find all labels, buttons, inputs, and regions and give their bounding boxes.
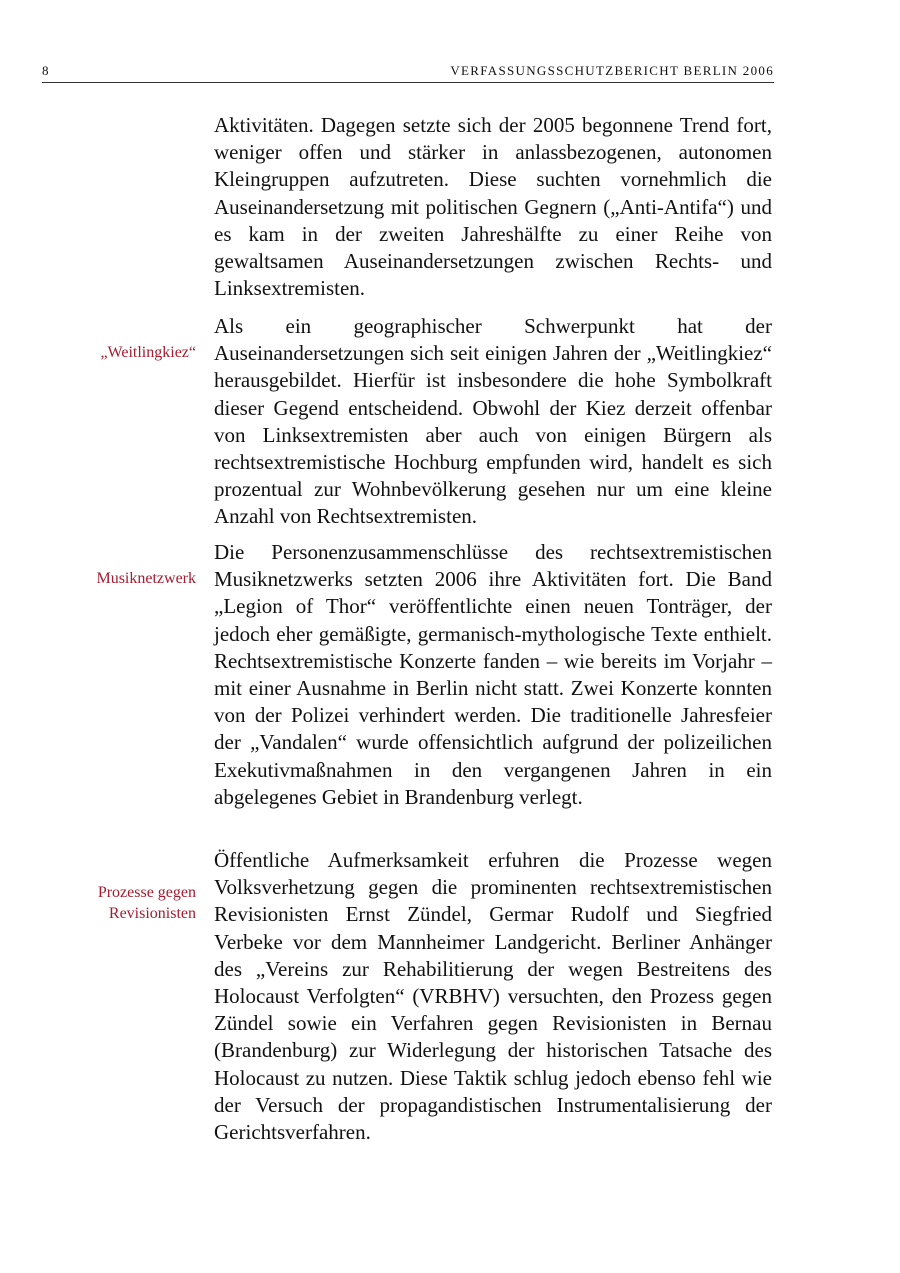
page-number: 8 bbox=[42, 63, 49, 78]
margin-note-musiknetzwerk: Musiknetzwerk bbox=[96, 570, 196, 587]
margin-note-prozesse: Prozesse gegen Revisionisten bbox=[97, 884, 196, 922]
paragraph-weitlingkiez: Als ein geographischer Schwerpunkt hat der Auseinandersetzungen sich seit einigen Jahren der „Weitlingkiez“ herausgebildet. Hierfür ist insbesondere die hohe Symbolkraft dieser Gegend entscheidend. Obwohl der Kiez derzeit offenbar von Linksextremisten aber auch von einigen Bürgern als rechtsextremistische Hochburg empfunden wird, handelt es sich prozentual zur Wohnbevölkerung gesehen nur um eine kleine Anzahl von Rechtsextremisten. bbox=[214, 314, 772, 529]
paragraph-aktivitaeten: Aktivitäten. Dagegen setzte sich der 2005 begonnene Trend fort, weniger offen und stärker in anlassbezogenen, autonomen Kleingruppen aufzutreten. Diese suchten vornehmlich die Auseinandersetzung mit politischen Gegnern („Anti-Antifa“) und es kam in der zweiten Jahreshälfte zu einer Reihe von gewaltsamen Auseinandersetzungen zwischen Rechts- und Linksextremisten. bbox=[214, 113, 772, 301]
paragraph-prozesse: Öffentliche Aufmerksamkeit erfuhren die Prozesse wegen Volksverhetzung gegen die prominenten rechtsextremistischen Revisionisten Ernst Zündel, Germar Rudolf und Siegfried Verbeke vor dem Mannheimer Landgericht. Berliner Anhänger des „Vereins zur Rehabilitierung der wegen Bestreitens des Holocaust Verfolgten“ (VRBHV) versuchten, den Prozess gegen Zündel sowie ein Verfahren gegen Revisionisten in Bernau (Brandenburg) zur Widerlegung der historischen Tatsache des Holocaust zu nutzen. Diese Taktik schlug jedoch ebenso fehl wie der Versuch der propagandistischen Instrumentalisierung der Gerichtsverfahren. bbox=[214, 848, 772, 1145]
margin-note-weitlingkiez: „Weitlingkiez“ bbox=[100, 344, 196, 361]
paragraph-musiknetzwerk: Die Personenzusammenschlüsse des rechtsextremistischen Musiknetzwerks setzten 2006 ihre Aktivitäten fort. Die Band „Legion of Thor“ veröffentlichte einen neuen Tonträger, der jedoch eher gemäßigte, germanisch-mythologische Texte enthielt. Rechtsextremistische Konzerte fanden – wie bereits im Vorjahr – mit einer Ausnahme in Berlin nicht statt. Zwei Konzerte konnten von der Polizei verhindert werden. Die traditionelle Jahresfeier der „Vandalen“ wurde offensichtlich aufgrund der polizeilichen Exekutivmaßnahmen in den vergangenen Jahren in ein abgelegenes Gebiet in Brandenburg verlegt. bbox=[214, 540, 772, 809]
page-header bbox=[42, 62, 774, 83]
running-title: VERFASSUNGSSCHUTZBERICHT BERLIN 2006 bbox=[450, 63, 774, 78]
